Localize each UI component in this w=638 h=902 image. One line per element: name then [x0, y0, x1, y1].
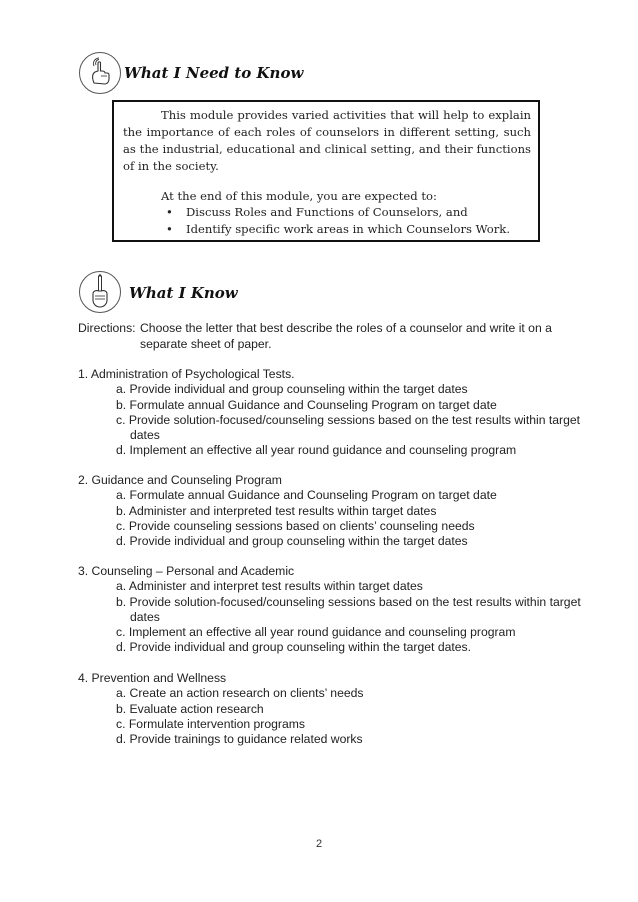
option-b-continued: dates	[130, 610, 160, 624]
option-d: d. Provide individual and group counseling within the target dates	[116, 534, 468, 548]
objective-item: • Identify specific work areas in which Counselors Work.	[164, 221, 510, 238]
option-c: c. Implement an effective all year round guidance and counseling program	[116, 625, 516, 639]
directions-text-line2: separate sheet of paper.	[140, 337, 272, 351]
option-b: b. Evaluate action research	[116, 702, 264, 716]
option-c: c. Formulate intervention programs	[116, 717, 305, 731]
hand-pencil-icon	[79, 271, 121, 313]
question-title: 2. Guidance and Counseling Program	[78, 473, 282, 487]
question-title: 4. Prevention and Wellness	[78, 671, 227, 685]
option-d: d. Provide trainings to guidance related works	[116, 732, 363, 746]
page-number: 2	[315, 838, 323, 850]
option-a: a. Create an action research on clients’ needs	[116, 686, 364, 700]
option-b: b. Administer and interpreted test results within target dates	[116, 504, 437, 518]
option-a: a. Formulate annual Guidance and Counseling Program on target date	[116, 488, 497, 502]
option-b: b. Formulate annual Guidance and Counseling Program on target date	[116, 398, 497, 412]
module-expected-text: At the end of this module, you are expected to:	[161, 189, 437, 203]
question-title: 3. Counseling – Personal and Academic	[78, 564, 295, 578]
option-c: c. Provide solution-focused/counseling sessions based on the test results within target	[116, 413, 581, 427]
section-title-need-to-know: What I Need to Know	[124, 64, 304, 82]
option-b: b. Provide solution-focused/counseling sessions based on the test results within target	[116, 595, 581, 609]
section-title-what-i-know: What I Know	[129, 284, 238, 302]
option-c-continued: dates	[130, 428, 160, 442]
option-c: c. Provide counseling sessions based on clients’ counseling needs	[116, 519, 475, 533]
module-intro-text: This module provides varied activities that will help to explain the importance of each roles of counselors in different setting, such as the industrial, educational and clinical setting, and their functions of in the society.	[123, 108, 531, 173]
module-overview-box	[112, 100, 540, 242]
hand-pointing-icon	[79, 52, 121, 94]
option-a: a. Administer and interpret test results within target dates	[116, 579, 423, 593]
option-a: a. Provide individual and group counseling within the target dates	[116, 382, 468, 396]
objectives-list	[164, 204, 510, 238]
option-d: d. Provide individual and group counseling within the target dates.	[116, 640, 472, 654]
question-title: 1. Administration of Psychological Tests.	[78, 367, 295, 381]
option-d: d. Implement an effective all year round guidance and counseling program	[116, 443, 517, 457]
directions-text-line1: Choose the letter that best describe the roles of a counselor and write it on a	[140, 321, 552, 335]
objective-item: • Discuss Roles and Functions of Counselors, and	[164, 204, 510, 221]
directions-label: Directions:	[78, 321, 136, 335]
